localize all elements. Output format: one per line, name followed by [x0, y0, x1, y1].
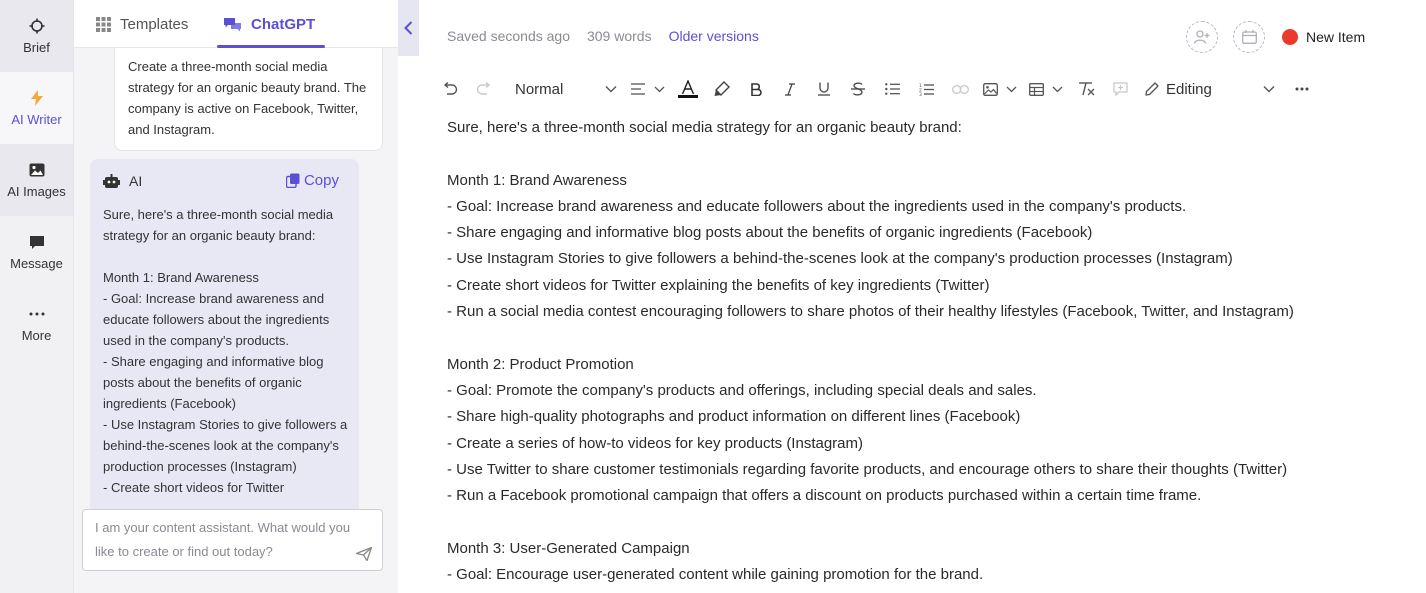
- editor-toolbar: [439, 76, 1325, 102]
- svg-text:3: 3: [918, 92, 922, 96]
- rail-item-ai-writer[interactable]: [0, 72, 73, 144]
- tab-chatgpt[interactable]: [224, 0, 315, 48]
- blank-line: [447, 141, 1407, 167]
- rail-item-label: More: [21, 328, 52, 343]
- calendar-icon: [1242, 30, 1257, 44]
- text-style-value: Normal: [515, 80, 564, 98]
- image-icon: [983, 83, 998, 96]
- more-dots-icon: [28, 305, 46, 323]
- align-dropdown[interactable]: [631, 76, 665, 102]
- section-heading: Month 2: Product Promotion: [447, 355, 634, 373]
- editing-mode: [1145, 81, 1212, 98]
- rail-item-label: Message: [10, 256, 63, 271]
- bullet-list-icon[interactable]: [881, 76, 903, 102]
- font-color-icon: [681, 80, 695, 94]
- blank-line: [447, 509, 1407, 535]
- bold-icon[interactable]: [745, 76, 767, 102]
- insert-table-dropdown[interactable]: [1029, 76, 1063, 102]
- ai-name: AI: [129, 173, 143, 189]
- document-line: - Goal: Increase brand awareness and educate followers about the ingredients used in the company's products.: [447, 197, 1187, 215]
- document-line: Sure, here's a three-month social media strategy for an organic beauty brand:: [447, 119, 962, 136]
- highlight-icon[interactable]: [711, 76, 733, 102]
- chat-bubble-icon: [28, 233, 46, 251]
- document-line: - Use Twitter to share customer testimonials regarding favorite products, and encourage others to share their thoughts (Twitter): [447, 460, 1288, 478]
- composer-placeholder: I am your content assistant. What would you like to create or find out today?: [95, 520, 351, 559]
- editing-mode-value: Editing: [1166, 80, 1212, 98]
- editor: [419, 0, 1426, 593]
- grid-icon: [96, 17, 111, 32]
- section-heading: Month 3: User-Generated Campaign: [447, 539, 690, 557]
- lightning-icon: [28, 89, 46, 107]
- underline-icon[interactable]: [813, 76, 835, 102]
- pencil-icon: [1145, 82, 1159, 96]
- document-line: - Goal: Promote the company's products and offerings, including special deals and sales.: [447, 381, 1037, 399]
- document-line: - Use Instagram Stories to give followers a behind-the-scenes look at the company's production processes (Instagram): [447, 250, 1233, 268]
- ai-response-text: Sure, here's a three-month social media strategy for an organic beauty brand: Month 1: Brand Awareness - Goal: Increase brand awareness and educate followers about the ingredients used in the company's products. - Share engaging and informative blog posts about the benefits of organic ingredients (Facebook) - Use Instagram Stories to give followers a behind-the-scenes look at the company's production processes (Instagram) - Create short videos for Twitter: [103, 207, 348, 495]
- status-dot: [1282, 29, 1298, 45]
- chevron-left-icon: [404, 21, 413, 35]
- tab-templates[interactable]: [96, 0, 188, 48]
- table-icon: [1029, 83, 1044, 96]
- collapse-panel-button[interactable]: [398, 0, 419, 56]
- image-icon: [28, 161, 46, 179]
- add-user-icon: [1194, 30, 1210, 44]
- status-dropdown[interactable]: [1282, 29, 1365, 45]
- chat-panel: [74, 0, 398, 593]
- rail-item-label: AI Writer: [11, 112, 62, 127]
- ai-response-card: [90, 159, 359, 509]
- align-left-icon: [631, 83, 645, 95]
- chat-composer[interactable]: [82, 509, 383, 571]
- ai-response-header: [103, 173, 142, 189]
- document-line: - Create short videos for Twitter explaining the benefits of key ingredients (Twitter): [447, 276, 990, 294]
- document-line: - Create a series of how-to videos for key products (Instagram): [447, 434, 864, 452]
- chevron-down-icon: [654, 86, 665, 93]
- rail-item-more[interactable]: [0, 288, 73, 360]
- word-count: 309 words: [586, 28, 652, 44]
- rail-item-brief[interactable]: [0, 0, 73, 72]
- svg-text:2: 2: [918, 88, 922, 93]
- document-line: - Share engaging and informative blog posts about the benefits of organic ingredients (Facebook): [447, 224, 1093, 242]
- chevron-down-icon: [1263, 85, 1275, 93]
- saved-status: Saved seconds ago: [447, 28, 570, 44]
- svg-text:1: 1: [918, 83, 922, 89]
- robot-icon: [103, 174, 120, 189]
- strikethrough-icon[interactable]: [847, 76, 869, 102]
- copy-icon: [286, 173, 300, 188]
- older-versions-link[interactable]: Older versions: [668, 28, 759, 44]
- status-label: New Item: [1306, 29, 1366, 45]
- top-actions: [1186, 21, 1365, 53]
- link-icon[interactable]: [949, 76, 971, 102]
- blank-line: [447, 325, 1407, 351]
- assign-user-button[interactable]: [1186, 21, 1218, 53]
- copy-label: Copy: [303, 172, 339, 189]
- send-icon[interactable]: [356, 547, 372, 561]
- chat-bubbles-icon: [224, 17, 242, 32]
- redo-icon[interactable]: [473, 76, 495, 102]
- crosshair-icon: [28, 17, 46, 35]
- rail-item-label: AI Images: [7, 184, 66, 199]
- italic-icon[interactable]: [779, 76, 801, 102]
- clear-formatting-icon[interactable]: [1075, 76, 1097, 102]
- font-color-button[interactable]: [677, 76, 699, 102]
- undo-icon[interactable]: [439, 76, 461, 102]
- rail-item-label: Brief: [23, 40, 50, 55]
- document-line: - Run a Facebook promotional campaign that offers a discount on products purchased within a certain time frame.: [447, 487, 1202, 505]
- panel-tabs: [74, 0, 398, 48]
- font-color-swatch: [678, 95, 698, 98]
- chevron-down-icon: [1052, 86, 1063, 93]
- more-options-icon[interactable]: [1291, 76, 1313, 102]
- chevron-down-icon: [605, 85, 617, 93]
- document-line: - Run a social media contest encouraging followers to share photos of their healthy lifestyles (Facebook, Twitter, and Instagram): [447, 303, 1294, 321]
- rail-item-message[interactable]: [0, 216, 73, 288]
- document-line: - Goal: Encourage user-generated content while gaining promotion for the brand.: [447, 566, 984, 584]
- user-message-text: Create a three-month social media strategy for an organic beauty brand. The company is active on Facebook, Twitter, and Instagram.: [128, 59, 367, 137]
- comment-icon[interactable]: [1109, 76, 1131, 102]
- rail-item-ai-images[interactable]: [0, 144, 73, 216]
- editing-mode-select[interactable]: [1145, 81, 1275, 98]
- section-heading: Month 1: Brand Awareness: [447, 171, 627, 189]
- text-style-select[interactable]: [515, 81, 617, 98]
- document-line: - Share high-quality photographs and product information on different lines (Facebook): [447, 408, 1021, 426]
- set-date-button[interactable]: [1233, 21, 1265, 53]
- document-body[interactable]: [447, 115, 1407, 588]
- tab-label: Templates: [120, 15, 189, 33]
- tab-label: ChatGPT: [251, 15, 316, 33]
- left-rail: [0, 0, 74, 593]
- copy-button[interactable]: [286, 172, 339, 189]
- document-meta: [447, 28, 759, 44]
- insert-image-dropdown[interactable]: [983, 76, 1017, 102]
- chevron-down-icon: [1006, 86, 1017, 93]
- user-message: [114, 48, 383, 151]
- numbered-list-icon[interactable]: [915, 76, 937, 102]
